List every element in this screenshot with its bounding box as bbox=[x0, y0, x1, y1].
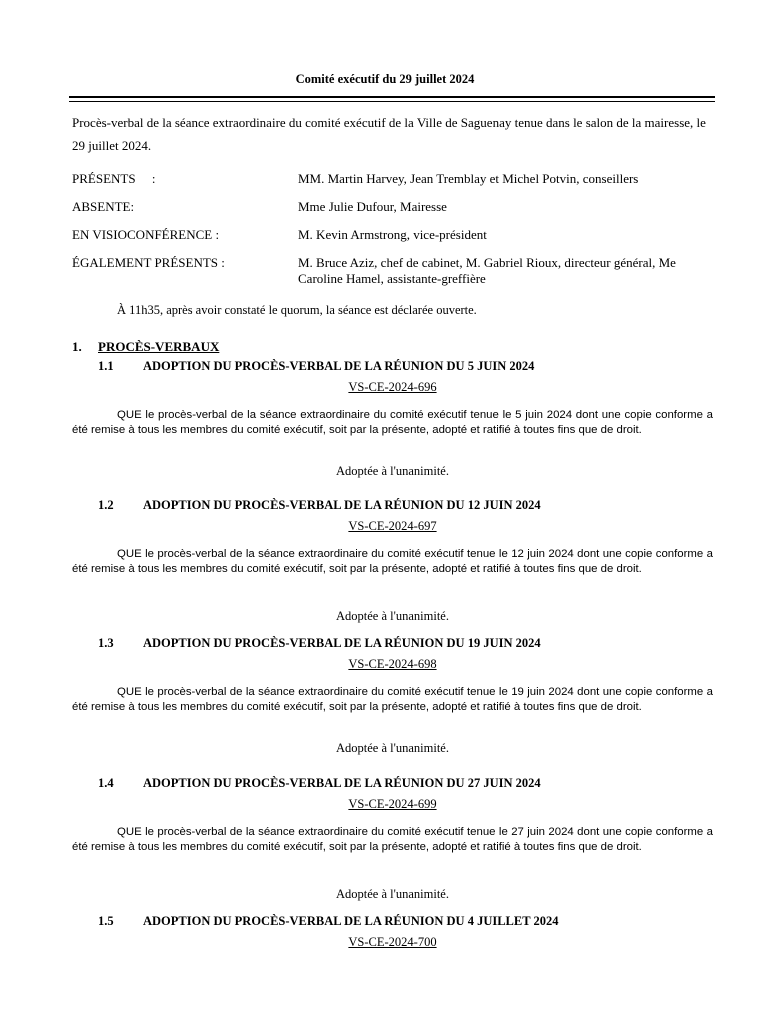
resolution-text: QUE le procès-verbal de la séance extraordinaire du comité exécutif tenue le 27 juin 2024 dont une copie conforme a été remise à tous les membres du comité exécutif, soit par la présente, adopté et ratifié à toutes fins que de droit. bbox=[72, 826, 713, 853]
adoption-note: Adoptée à l'unanimité. bbox=[336, 741, 449, 755]
resolution-reference: VS-CE-2024-696 bbox=[348, 380, 437, 394]
item-number: 1.2 bbox=[98, 498, 114, 512]
item-title: ADOPTION DU PROCÈS-VERBAL DE LA RÉUNION DU 5 JUIN 2024 bbox=[143, 359, 535, 373]
resolution-reference: VS-CE-2024-698 bbox=[348, 657, 437, 671]
item-title: ADOPTION DU PROCÈS-VERBAL DE LA RÉUNION DU 4 JUILLET 2024 bbox=[143, 914, 559, 928]
resolution-text: QUE le procès-verbal de la séance extraordinaire du comité exécutif tenue le 19 juin 2024 dont une copie conforme a été remise à tous les membres du comité exécutif, soit par la présente, adopté et ratifié à toutes fins que de droit. bbox=[72, 686, 713, 713]
item-title: ADOPTION DU PROCÈS-VERBAL DE LA RÉUNION DU 19 JUIN 2024 bbox=[143, 636, 541, 650]
resolution-reference: VS-CE-2024-700 bbox=[348, 935, 437, 949]
section-number: 1. bbox=[72, 339, 82, 354]
adoption-note: Adoptée à l'unanimité. bbox=[336, 887, 449, 901]
attendance-label-present: PRÉSENTS : bbox=[72, 171, 156, 186]
page-title: Comité exécutif du 29 juillet 2024 bbox=[295, 72, 475, 86]
attendance-label-video: EN VISIOCONFÉRENCE : bbox=[72, 227, 220, 242]
attendance-value-video: M. Kevin Armstrong, vice-président bbox=[298, 227, 487, 242]
resolution-text: QUE le procès-verbal de la séance extraordinaire du comité exécutif tenue le 5 juin 2024 dont une copie conforme a été remise à tous les membres du comité exécutif, soit par la présente, adopté et ratifié à toutes fins que de droit. bbox=[72, 409, 713, 436]
item-title: ADOPTION DU PROCÈS-VERBAL DE LA RÉUNION DU 12 JUIN 2024 bbox=[143, 498, 541, 512]
attendance-value-present: MM. Martin Harvey, Jean Tremblay et Michel Potvin, conseillers bbox=[298, 171, 639, 186]
adoption-note: Adoptée à l'unanimité. bbox=[336, 464, 449, 478]
item-number: 1.4 bbox=[98, 776, 114, 790]
attendance-value-absent: Mme Julie Dufour, Mairesse bbox=[298, 199, 447, 214]
header-rule-thin bbox=[69, 101, 715, 102]
header-rule-thick bbox=[69, 96, 715, 98]
adoption-note: Adoptée à l'unanimité. bbox=[336, 609, 449, 623]
item-number: 1.1 bbox=[98, 359, 114, 373]
opening-statement: À 11h35, après avoir constaté le quorum, la séance est déclarée ouverte. bbox=[117, 303, 477, 317]
resolution-reference: VS-CE-2024-697 bbox=[348, 519, 437, 533]
item-number: 1.5 bbox=[98, 914, 114, 928]
item-number: 1.3 bbox=[98, 636, 114, 650]
resolution-reference: VS-CE-2024-699 bbox=[348, 797, 437, 811]
attendance-label-also-present: ÉGALEMENT PRÉSENTS : bbox=[72, 255, 225, 270]
resolution-text: QUE le procès-verbal de la séance extraordinaire du comité exécutif tenue le 12 juin 2024 dont une copie conforme a été remise à tous les membres du comité exécutif, soit par la présente, adopté et ratifié à toutes fins que de droit. bbox=[72, 548, 713, 575]
section-title: PROCÈS-VERBAUX bbox=[98, 339, 220, 354]
attendance-label-absent: ABSENTE: bbox=[72, 199, 135, 214]
attendance-value-also-present: M. Bruce Aziz, chef de cabinet, M. Gabriel Rioux, directeur général, Me Caroline Hamel, assistante-greffière bbox=[298, 255, 676, 286]
item-title: ADOPTION DU PROCÈS-VERBAL DE LA RÉUNION DU 27 JUIN 2024 bbox=[143, 776, 541, 790]
intro-paragraph: Procès-verbal de la séance extraordinaire du comité exécutif de la Ville de Saguenay tenue dans le salon de la mairesse, le 29 juillet 2024. bbox=[72, 115, 706, 153]
